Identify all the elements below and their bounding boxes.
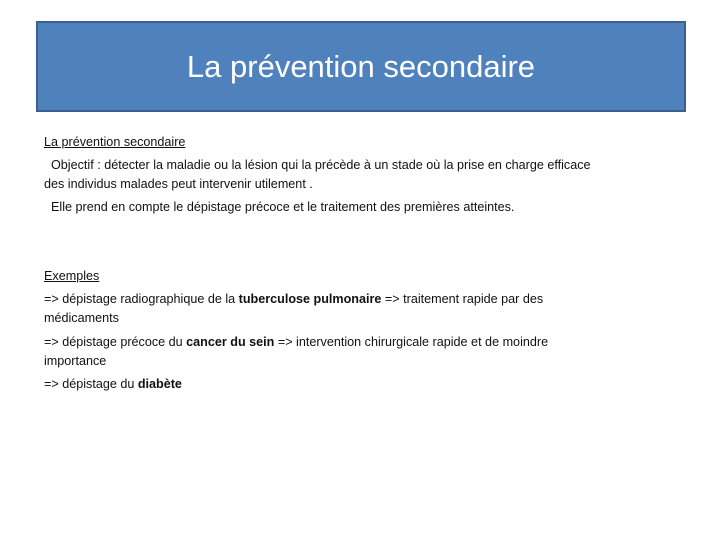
example-1-disease: tuberculose pulmonaire: [238, 292, 382, 306]
objective-line-2: des individus malades peut intervenir utilement .: [44, 177, 313, 191]
example-3-text: => dépistage du: [44, 377, 138, 391]
slide-title: La prévention secondaire: [186, 48, 536, 84]
example-2: [44, 334, 548, 350]
example-3: [44, 376, 182, 392]
objective-line-1: Objectif : détecter la maladie ou la lésion qui la précède à un stade où la prise en charge efficace: [51, 158, 591, 172]
slide-title-box: [36, 21, 686, 112]
example-1-continued: médicaments: [44, 311, 119, 325]
section-heading: La prévention secondaire: [44, 135, 186, 149]
example-2-disease: cancer du sein: [186, 335, 275, 349]
example-1-text: => dépistage radiographique de la: [44, 292, 239, 306]
example-2-outcome: => intervention chirurgicale rapide et de moindre: [274, 335, 549, 349]
example-1-outcome: => traitement rapide par des: [381, 292, 544, 306]
example-3-disease: diabète: [137, 377, 182, 391]
example-2-text: => dépistage précoce du: [44, 335, 187, 349]
scope-text: Elle prend en compte le dépistage précoce et le traitement des premières atteintes.: [51, 200, 515, 214]
example-2-continued: importance: [44, 354, 107, 368]
example-1: [44, 291, 543, 307]
examples-heading: Exemples: [44, 269, 100, 283]
